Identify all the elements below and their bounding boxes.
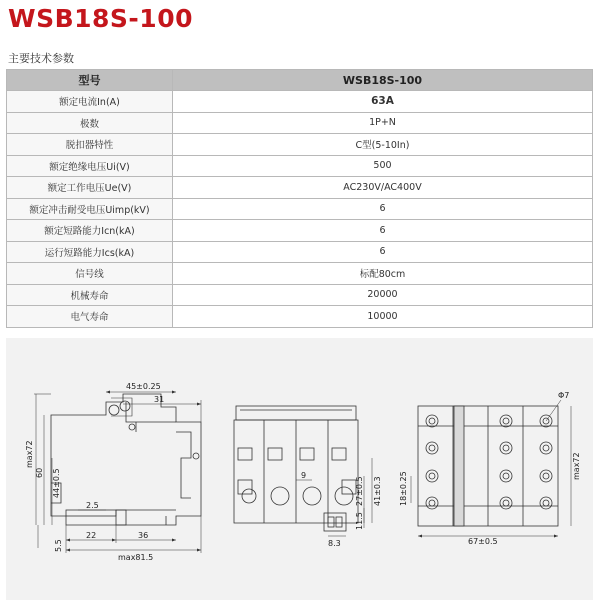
table-row (7, 198, 593, 220)
product-title: WSB18S-100 (8, 4, 193, 33)
dim-67: 67±0.5 (468, 537, 498, 546)
dim-11-5: 11.5 (355, 512, 364, 530)
dim-9: 9 (301, 471, 307, 480)
table-row (7, 284, 593, 306)
row-label: 信号线 (7, 263, 173, 285)
header-model-label: 型号 (7, 70, 173, 91)
row-label: 脱扣器特性 (7, 134, 173, 156)
row-label: 额定冲击耐受电压Uimp(kV) (7, 198, 173, 220)
dim-36: 36 (138, 531, 149, 540)
row-label: 极数 (7, 112, 173, 134)
dim-31: 31 (154, 395, 165, 404)
table-row (7, 220, 593, 242)
header-model-value: WSB18S-100 (173, 70, 593, 91)
spec-table (6, 69, 593, 328)
table-row (7, 306, 593, 328)
row-label: 额定绝缘电压Ui(V) (7, 155, 173, 177)
row-label: 电气寿命 (7, 306, 173, 328)
row-value: 20000 (173, 284, 593, 306)
row-value: 6 (173, 241, 593, 263)
dim-max72-front: max72 (572, 452, 581, 480)
table-row (7, 155, 593, 177)
row-value: 500 (173, 155, 593, 177)
dim-45: 45±0.25 (126, 382, 161, 391)
table-row (7, 177, 593, 199)
dim-27: 27±0.5 (355, 476, 364, 506)
table-row (7, 134, 593, 156)
row-value: AC230V/AC400V (173, 177, 593, 199)
row-value: 63A (173, 91, 593, 113)
table-row (7, 91, 593, 113)
dimension-drawings (6, 338, 593, 600)
section-subtitle: 主要技术参数 (8, 52, 74, 65)
row-label: 运行短路能力Ics(kA) (7, 241, 173, 263)
dim-8-3: 8.3 (328, 539, 341, 548)
dim-22: 22 (86, 531, 97, 540)
terminal-screws (426, 415, 552, 509)
dim-41: 41±0.3 (373, 476, 382, 506)
table-row (7, 112, 593, 134)
table-row (7, 263, 593, 285)
row-value: 标配80cm (173, 263, 593, 285)
row-label: 额定短路能力Icn(kA) (7, 220, 173, 242)
row-label: 额定电流In(A) (7, 91, 173, 113)
dim-44: 44±0.5 (52, 468, 61, 498)
table-row (7, 241, 593, 263)
dimension-drawing-panel (6, 338, 593, 600)
side-view-drawing (25, 382, 201, 562)
row-value: 1P+N (173, 112, 593, 134)
dim-18: 18±0.25 (399, 471, 408, 506)
dim-max72-side: max72 (25, 440, 34, 468)
row-value: C型(5-10In) (173, 134, 593, 156)
row-label: 额定工作电压Ue(V) (7, 177, 173, 199)
row-value: 6 (173, 198, 593, 220)
table-header-row (7, 70, 593, 91)
dim-phi7: Φ7 (558, 391, 570, 400)
dim-5-5: 5.5 (54, 539, 63, 552)
bottom-view-drawing (234, 406, 382, 548)
dim-60: 60 (35, 467, 44, 478)
row-label: 机械寿命 (7, 284, 173, 306)
dim-max81-5: max81.5 (118, 553, 154, 562)
row-value: 10000 (173, 306, 593, 328)
row-value: 6 (173, 220, 593, 242)
dim-2-5: 2.5 (86, 501, 99, 510)
front-view-drawing (399, 391, 581, 546)
